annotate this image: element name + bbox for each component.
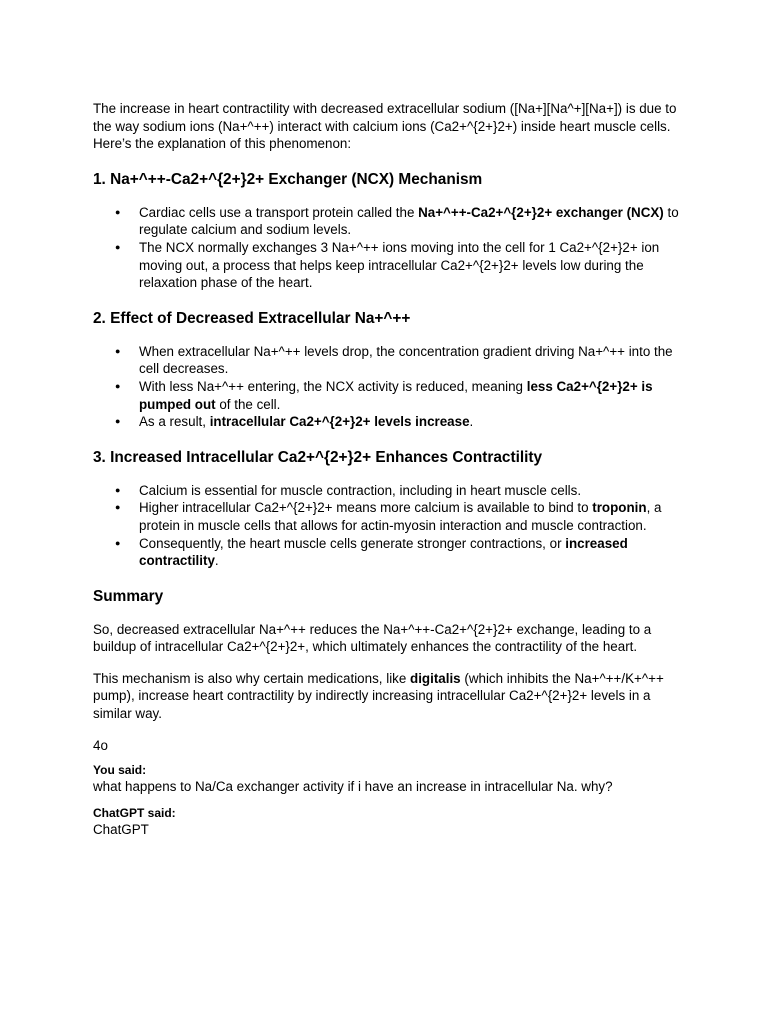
bullet-ncx-activity-reduced: ● With less Na+^++ entering, the NCX activity is reduced, meaning less Ca2+^{2+}2+ is pumped out of the cell. — [93, 378, 681, 413]
summary-heading: Summary — [93, 587, 164, 605]
intro-paragraph: The increase in heart contractility with decreased extracellular sodium ([Na+][Na^+][Na+]) is due to the way sodium ions (Na+^++) interact with calcium ions (Ca2+^{2+}2+) inside heart muscle cells. Here’s the explanation of this phenomenon: — [93, 101, 677, 152]
bullet-troponin: ● Higher intracellular Ca2+^{2+}2+ means more calcium is available to bind to troponin, a protein in muscle cells that allows for actin-myosin interaction and muscle contraction. — [93, 499, 681, 534]
section-heading-decreased-sodium: 2. Effect of Decreased Extracellular Na+^++ — [93, 309, 411, 327]
bullet-list-contractility — [93, 482, 681, 570]
section-heading-contractility: 3. Increased Intracellular Ca2+^{2+}2+ Enhances Contractility — [93, 448, 543, 466]
document-page — [93, 100, 681, 838]
you-said-label: You said: — [93, 763, 147, 778]
bullet-list-decreased-sodium — [93, 343, 681, 431]
chatgpt-name: ChatGPT — [93, 821, 149, 837]
bullet-ncx-exchange-ratio: ● The NCX normally exchanges 3 Na+^++ ions moving into the cell for 1 Ca2+^{2+}2+ ion moving out, a process that helps keep intracellular Ca2+^{2+}2+ levels low during the relaxation phase of the heart. — [93, 239, 681, 292]
bullet-ncx-transport-protein: ● Cardiac cells use a transport protein called the Na+^++-Ca2+^{2+}2+ exchanger (NCX) to regulate calcium and sodium levels. — [93, 204, 681, 239]
bullet-calcium-essential: ● Calcium is essential for muscle contraction, including in heart muscle cells. — [93, 482, 681, 500]
user-message: what happens to Na/Ca exchanger activity if i have an increase in intracellular Na. why? — [93, 779, 613, 795]
bullet-calcium-increase: ● As a result, intracellular Ca2+^{2+}2+ levels increase. — [93, 413, 681, 431]
bullet-stronger-contractions: ● Consequently, the heart muscle cells generate stronger contractions, or increased contractility. — [93, 535, 681, 570]
section-heading-ncx: 1. Na+^++-Ca2+^{2+}2+ Exchanger (NCX) Mechanism — [93, 170, 483, 188]
model-label: 4o — [93, 737, 108, 753]
chatgpt-said-label: ChatGPT said: — [93, 805, 176, 820]
bullet-gradient-decreases: ● When extracellular Na+^++ levels drop, the concentration gradient driving Na+^++ into the cell decreases. — [93, 343, 681, 378]
digitalis-paragraph: This mechanism is also why certain medications, like digitalis (which inhibits the Na+^++/K+^++ pump), increase heart contractility by indirectly increasing intracellular Ca2+^{2+}2+ levels in a similar way. — [93, 670, 664, 722]
summary-paragraph: So, decreased extracellular Na+^++ reduces the Na+^++-Ca2+^{2+}2+ exchange, leading to a buildup of intracellular Ca2+^{2+}2+, which ultimately enhances the contractility of the heart. — [93, 621, 652, 655]
bullet-list-ncx — [93, 204, 681, 292]
